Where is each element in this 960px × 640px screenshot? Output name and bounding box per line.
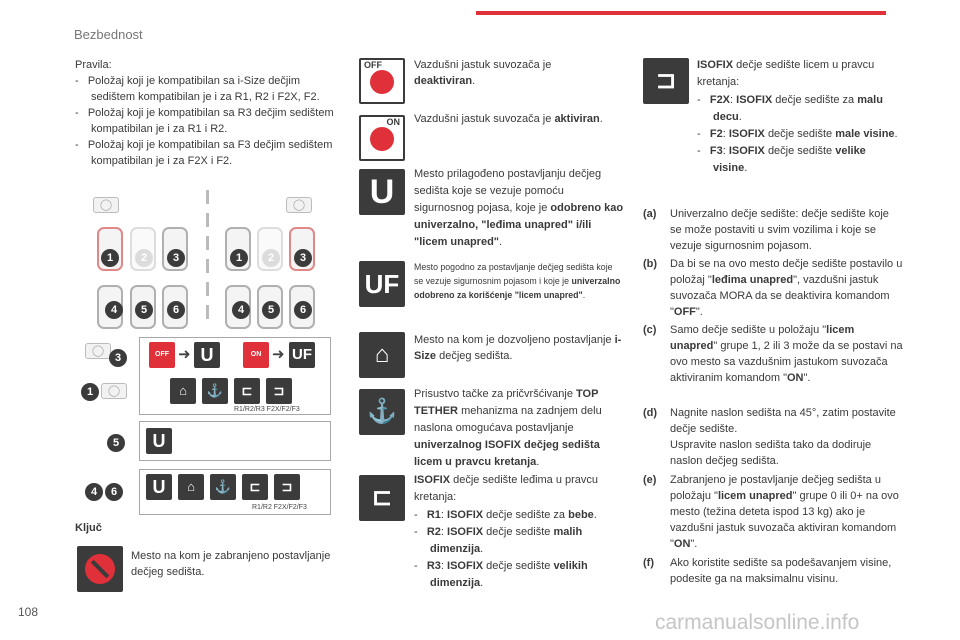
divider — [206, 282, 209, 296]
rule-item: - Položaj koji je kompatibilan sa i-Size dečjim sedištem kompatibilan je i za R1, R2 i F2X, F2. — [75, 75, 320, 103]
list-item: - R2: ISOFIX dečje sedište malih dimenzija. — [414, 526, 583, 555]
note-e: (e) Zabranjeno je postavljanje dečjeg sedišta u položaju "licem unapred" grupe 0 ili 0+ na ovo mesto (težina deteta ispod 13 kg) ako je vazdušni jastuk suvozača aktiviran komandom "ON". — [643, 474, 899, 550]
rule-item: - Položaj koji je kompatibilan sa F3 dečjim sedištem kompatibilan je i za F2X i F2. — [75, 139, 333, 167]
seat-number: 6 — [167, 301, 185, 319]
seat-number: 5 — [262, 301, 280, 319]
forbidden-icon — [77, 546, 123, 592]
list-item: - F2X: ISOFIX dečje sedište za malu decu. — [697, 94, 883, 123]
airbag-off-icon: OFF — [359, 58, 405, 104]
i-size-icon: ⌂ — [359, 332, 405, 378]
universal-forward-icon: UF — [359, 261, 405, 307]
steering-wheel-icon: ◯ — [85, 343, 111, 359]
isofix-front-icon: ⊐ — [643, 58, 689, 104]
seat-diagram — [75, 185, 340, 515]
rule-item: - Položaj koji je kompatibilan sa R3 dečjim sedištem kompatibilan je i za R1 i R2. — [75, 107, 334, 135]
seat-number: 1 — [101, 249, 119, 267]
arrow-right-icon: ➜ — [272, 346, 285, 363]
airbag-off-icon: OFF — [149, 342, 175, 368]
note-c: (c) Samo dečje sedište u položaju "licem unapred" grupe 1, 2 ili 3 može da se postavi na ovo mesto sa vazdušnim jastukom suvozača aktiviranim komandom "ON". — [643, 324, 903, 384]
universal-text: Mesto prilagođeno postavljanju dečjeg sedišta koje se vezuje pomoću sigurnosnog pojasa, koje je odobreno kao univerzalno, "leđima unapred" i/ili "licem unapred". — [414, 168, 624, 248]
isofix-front-icon: ⊐ — [266, 378, 292, 404]
seat-number: 3 — [294, 249, 312, 267]
divider — [206, 305, 209, 319]
isofix-rear-icon: ⊏ — [242, 474, 268, 500]
universal-icon: U — [194, 342, 220, 368]
i-size-text: Mesto na kom je dozvoljeno postavljanje i-Size dečjeg sedišta. — [414, 334, 622, 362]
top-tether-icon: ⚓ — [359, 389, 405, 435]
isofix-rear-icon: ⊏ — [359, 475, 405, 521]
universal-icon: U — [146, 474, 172, 500]
seat-number: 1 — [230, 249, 248, 267]
top-tether-text: Prisustvo tačke za pričvršćivanje TOP TETHER mehanizma na zadnjem delu naslona omogućava postavljanje univerzalnog ISOFIX dečjeg sedišta licem u pravcu kretanja. — [414, 388, 602, 468]
note-f: (f) Ako koristite sedište sa podešavanjem visine, podesite ga na maksimalnu visinu. — [643, 557, 892, 585]
airbag-on-text: Vazdušni jastuk suvozača je aktiviran. — [414, 113, 603, 125]
airbag-off-text: Vazdušni jastuk suvozača je deaktiviran. — [414, 59, 552, 87]
seat-number: 2 — [262, 249, 280, 267]
panel-label: R1/R2 F2X/F2/F3 — [252, 504, 307, 511]
seat-number: 2 — [135, 249, 153, 267]
rules-block — [75, 57, 345, 169]
airbag-on-icon: ON — [243, 342, 269, 368]
top-tether-icon: ⚓ — [202, 378, 228, 404]
divider — [206, 236, 209, 250]
list-item: - R3: ISOFIX dečje sedište velikih dimenzija. — [414, 560, 588, 589]
list-item: - F3: ISOFIX dečje sedište velike visine. — [697, 145, 866, 174]
note-a: (a) Univerzalno dečje sedište: dečje sedište koje se može postaviti u svim vozilima i koje se vezuje sigurnosnim pojasom. — [643, 208, 889, 252]
steering-wheel-icon: ◯ — [101, 383, 127, 399]
steering-wheel-icon: ◯ — [93, 197, 119, 213]
seat-number: 6 — [294, 301, 312, 319]
key-title: Ključ — [75, 522, 102, 534]
position-badge: 4 — [85, 483, 103, 501]
universal-icon: U — [359, 169, 405, 215]
seat-number: 4 — [232, 301, 250, 319]
arrow-right-icon: ➜ — [178, 346, 191, 363]
rear-outer-panel — [139, 469, 331, 515]
position-badge: 3 — [109, 349, 127, 367]
i-size-icon: ⌂ — [178, 474, 204, 500]
top-tether-icon: ⚓ — [210, 474, 236, 500]
isofix-front-text: ISOFIX dečje sedište licem u pravcu kretanja: - F2X: ISOFIX dečje sedište za malu decu. - F2: ISOFIX dečje sedište male visine. - F3: ISOFIX dečje sedište velike visine. — [697, 57, 902, 177]
header-accent-bar — [476, 11, 886, 15]
universal-forward-text: Mesto pogodno za postavljanje dečjeg sedišta koje se vezuje sigurnosnim pojasom i koje je univerzalno odobreno za korišćenje "licem unapred". — [414, 262, 621, 300]
seat-number: 5 — [135, 301, 153, 319]
forbidden-description: Mesto na kom je zabranjeno postavljanje dečjeg sedišta. — [131, 550, 331, 578]
position-badge: 6 — [105, 483, 123, 501]
note-d: (d) Nagnite naslon sedišta na 45°, zatim postavite dečje sedište. Uspravite naslon sedišta tako da dodiruje naslon dečjeg sedišta. — [643, 407, 896, 467]
universal-forward-icon: UF — [289, 342, 315, 368]
position-badge: 1 — [81, 383, 99, 401]
section-title: Bezbednost — [74, 27, 143, 42]
steering-wheel-icon: ◯ — [286, 197, 312, 213]
divider — [206, 259, 209, 273]
rear-middle-panel — [139, 421, 331, 461]
seat-number: 3 — [167, 249, 185, 267]
front-seat-panel — [139, 337, 331, 415]
seat-number: 4 — [105, 301, 123, 319]
universal-icon: U — [146, 428, 172, 454]
list-item: - R1: ISOFIX dečje sedište za bebe. — [414, 509, 597, 521]
rules-title: Pravila: — [75, 59, 112, 71]
page-number: 108 — [18, 605, 39, 619]
position-badge: 5 — [107, 434, 125, 452]
isofix-rear-icon: ⊏ — [234, 378, 260, 404]
isofix-rear-text: ISOFIX dečje sedište leđima u pravcu kretanja: - R1: ISOFIX dečje sedište za bebe. - R2: ISOFIX dečje sedište malih dimenzija. - R3: ISOFIX dečje sedište velikih dimenzija. — [414, 472, 624, 592]
list-item: - F2: ISOFIX dečje sedište male visine. — [697, 128, 898, 140]
note-b: (b) Da bi se na ovo mesto dečje sedište postavilo u položaj "leđima unapred", vazdušni jastuk suvozača MORA da se deaktivira komandom "OFF". — [643, 258, 903, 318]
divider — [206, 213, 209, 227]
isofix-front-icon: ⊐ — [274, 474, 300, 500]
i-size-icon: ⌂ — [170, 378, 196, 404]
watermark: carmanualsonline.info — [655, 611, 860, 634]
divider — [206, 190, 209, 204]
panel-label: R1/R2/R3 F2X/F2/F3 — [234, 406, 300, 413]
airbag-on-icon: ON — [359, 115, 405, 161]
